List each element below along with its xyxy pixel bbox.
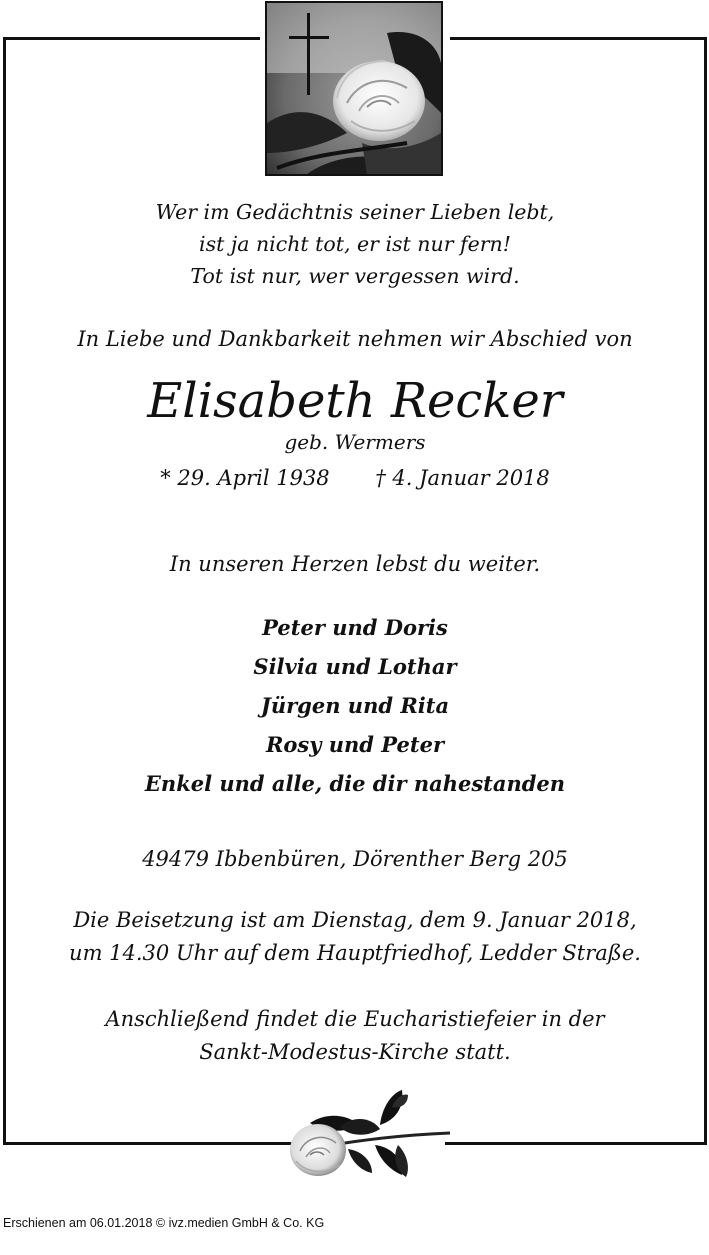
maiden-name: geb. Wermers xyxy=(284,430,426,454)
mourner: Silvia und Lothar xyxy=(253,654,457,679)
frame-bottom-left xyxy=(3,1142,293,1145)
mourners-list xyxy=(6,608,704,803)
frame-bottom-right xyxy=(445,1142,707,1145)
mourner: Enkel und alle, die dir nahestanden xyxy=(144,771,566,796)
death-date: † 4. Januar 2018 xyxy=(375,466,550,490)
mourner: Rosy und Peter xyxy=(265,732,445,757)
address: 49479 Ibbenbüren, Dörenther Berg 205 xyxy=(142,847,568,871)
rose-icon xyxy=(280,1085,455,1190)
deceased-name: Elisabeth Recker xyxy=(147,373,563,429)
verse-line: Tot ist nur, wer vergessen wird. xyxy=(190,264,520,288)
funeral-line: um 14.30 Uhr auf dem Hauptfriedhof, Ledder Straße. xyxy=(69,941,641,965)
verse-line: Wer im Gedächtnis seiner Lieben lebt, xyxy=(155,200,555,224)
life-dates xyxy=(6,461,704,495)
mourner: Jürgen und Rita xyxy=(260,693,450,718)
frame-top-right xyxy=(450,37,707,40)
cross-and-rose-image xyxy=(267,3,441,174)
birth-date: * 29. April 1938 xyxy=(160,466,330,490)
frame-right xyxy=(704,37,707,1144)
intro-text: In Liebe und Dankbarkeit nehmen wir Abschied von xyxy=(77,327,633,351)
mourner: Peter und Doris xyxy=(262,615,448,640)
motto: In unseren Herzen lebst du weiter. xyxy=(169,552,541,576)
funeral-line: Die Beisetzung ist am Dienstag, dem 9. Januar 2018, xyxy=(73,908,637,932)
mass-line: Anschließend findet die Eucharistiefeier in der xyxy=(105,1007,605,1031)
frame-top-left xyxy=(3,37,260,40)
memorial-verse xyxy=(6,196,704,292)
cross-and-rose-photo xyxy=(265,1,443,176)
publication-footer: Erschienen am 06.01.2018 © ivz.medien GmbH & Co. KG xyxy=(3,1216,325,1230)
mass-line: Sankt-Modestus-Kirche statt. xyxy=(199,1040,511,1064)
mass-info xyxy=(6,1003,704,1069)
verse-line: ist ja nicht tot, er ist nur fern! xyxy=(199,232,511,256)
funeral-info xyxy=(6,904,704,970)
